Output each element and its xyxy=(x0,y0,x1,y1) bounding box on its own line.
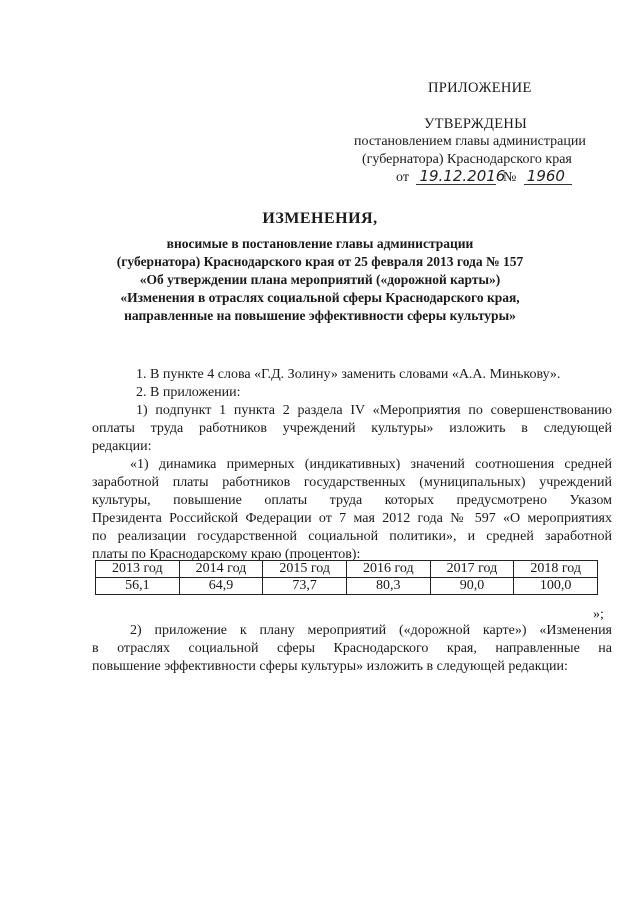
table-row xyxy=(96,578,598,595)
decree-date-line xyxy=(396,169,572,186)
paragraph-3-line-2: оплаты труда работников учреждений культуры» изложить в следующей xyxy=(92,421,612,436)
table-value-cell: 90,0 xyxy=(430,578,514,595)
document-heading-title: ИЗМЕНЕНИЯ, xyxy=(262,210,378,227)
paragraph-4-line-4: Президента Российской Федерации от 7 мая 2012 года № 597 «О мероприятиях xyxy=(92,511,612,526)
number-sign: № xyxy=(502,170,517,185)
table-header-cell: 2014 год xyxy=(179,561,263,578)
handwritten-number: 1960 xyxy=(524,169,572,185)
handwritten-date: 19.12.2016 xyxy=(416,169,496,185)
appendix-title: ПРИЛОЖЕНИЕ xyxy=(428,80,532,96)
paragraph-3-line-1: 1) подпункт 1 пункта 2 раздела IV «Мероприятия по совершенствованию xyxy=(136,403,612,418)
approved-by-line1: постановлением главы администрации xyxy=(354,134,586,149)
paragraph-5-line-2: в отраслях социальной сферы Краснодарского края, направленные на xyxy=(92,641,612,656)
table-value-cell: 80,3 xyxy=(346,578,430,595)
paragraph-4-line-1: «1) динамика примерных (индикативных) значений соотношения средней xyxy=(130,457,612,472)
table-header-cell: 2013 год xyxy=(96,561,180,578)
date-prefix: от xyxy=(396,170,409,185)
paragraph-4-line-6: платы по Краснодарскому краю (процентов): xyxy=(92,547,361,562)
table-value-cell: 56,1 xyxy=(96,578,180,595)
paragraph-4-line-3: культуры, повышение оплаты труда которых предусмотрено Указом xyxy=(92,493,612,508)
heading-line-4: «Изменения в отраслях социальной сферы Краснодарского края, xyxy=(120,290,520,305)
table-value-cell: 73,7 xyxy=(263,578,347,595)
approved-by-line2: (губернатора) Краснодарского края xyxy=(362,152,572,167)
paragraph-1: 1. В пункте 4 слова «Г.Д. Золину» заменить словами «А.А. Минькову». xyxy=(136,367,561,382)
paragraph-4-line-2: заработной платы работников государственных (муниципальных) учреждений xyxy=(92,475,612,490)
heading-line-5: направленные на повышение эффективности сферы культуры» xyxy=(124,308,516,323)
table-value-cell: 64,9 xyxy=(179,578,263,595)
table-header-cell: 2017 год xyxy=(430,561,514,578)
paragraph-3-line-3: редакции: xyxy=(92,439,152,454)
table-header-cell: 2015 год xyxy=(263,561,347,578)
closing-quote: »; xyxy=(593,607,604,622)
table-value-cell: 100,0 xyxy=(514,578,598,595)
paragraph-4-line-5: по реализации государственной социальной политики», и средней заработной xyxy=(92,529,612,544)
salary-ratio-table xyxy=(95,560,598,595)
paragraph-2: 2. В приложении: xyxy=(136,385,241,400)
approved-label: УТВЕРЖДЕНЫ xyxy=(424,116,528,132)
paragraph-5-line-3: повышение эффективности сферы культуры» изложить в следующей редакции: xyxy=(92,659,568,674)
table-header-row xyxy=(96,561,598,578)
heading-line-1: вносимые в постановление главы администрации xyxy=(166,236,474,251)
table-header-cell: 2016 год xyxy=(346,561,430,578)
table-header-cell: 2018 год xyxy=(514,561,598,578)
heading-line-3: «Об утверждении плана мероприятий («дорожной карты») xyxy=(139,272,501,287)
heading-line-2: (губернатора) Краснодарского края от 25 февраля 2013 года № 157 xyxy=(116,254,524,269)
paragraph-5-line-1: 2) приложение к плану мероприятий («дорожной карте») «Изменения xyxy=(130,623,612,638)
